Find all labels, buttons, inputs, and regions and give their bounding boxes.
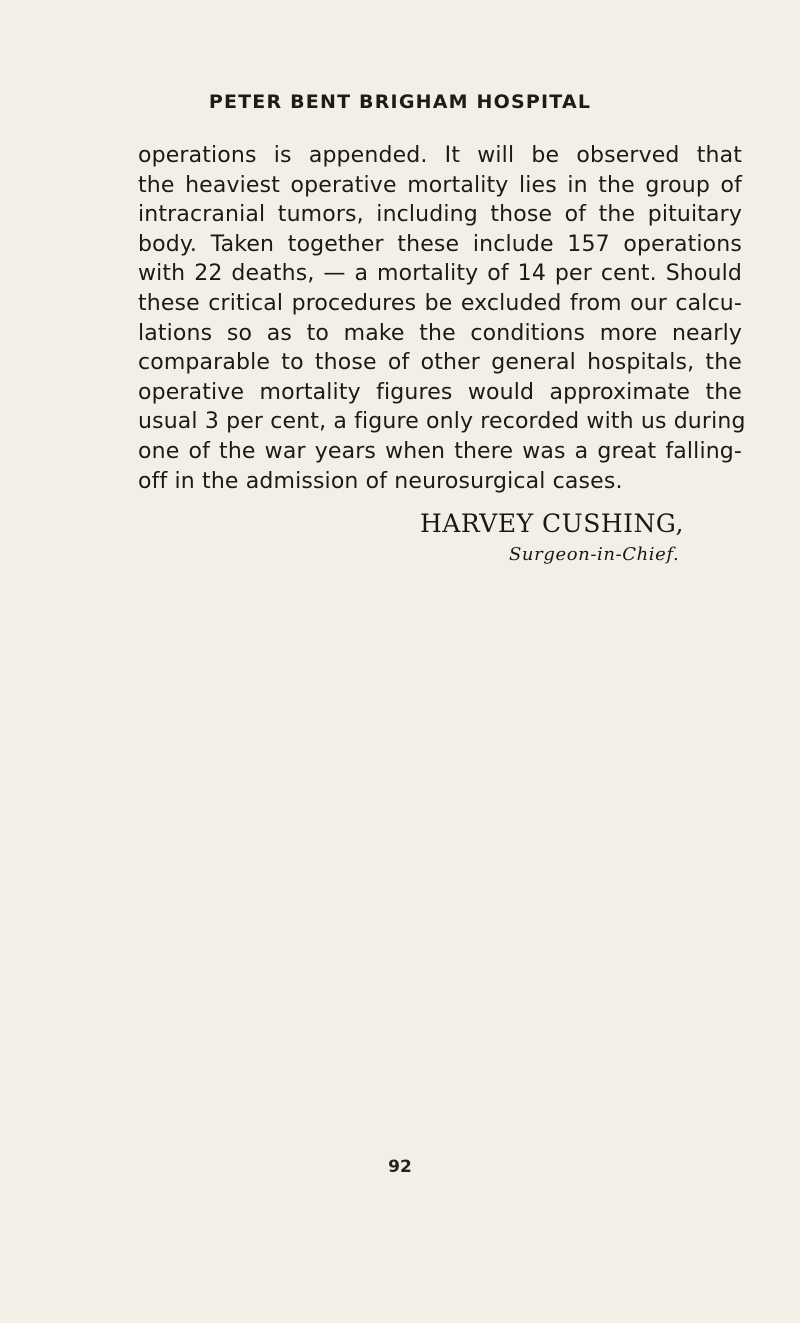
text-line: lations so as to make the conditions more nearly [138,320,742,346]
signature-title: Surgeon-in-Chief. [509,544,680,565]
text-line: body. Taken together these include 157 operations [138,231,742,257]
text-line: comparable to those of other general hospitals, the [138,350,742,376]
text-line: usual 3 per cent, a figure only recorded with us during [138,409,746,435]
text-line: operative mortality figures would approximate the [138,379,742,405]
page-number: 92 [388,1157,412,1177]
text-line: operations is appended. It will be observed that [138,143,742,168]
signature-name: HARVEY CUSHING, [420,509,684,538]
text-line: the heaviest operative mortality lies in the group of [138,172,742,198]
text-line: off in the admission of neurosurgical cases. [138,468,623,494]
text-line: intracranial tumors, including those of the pituitary [138,202,742,228]
text-line: these critical procedures be excluded from our calcu- [138,290,742,316]
text-line: one of the war years when there was a great falling- [138,438,742,464]
text-line: with 22 deaths, — a mortality of 14 per cent. Should [138,261,742,287]
body-paragraph [138,141,746,496]
running-head: PETER BENT BRIGHAM HOSPITAL [208,91,592,113]
